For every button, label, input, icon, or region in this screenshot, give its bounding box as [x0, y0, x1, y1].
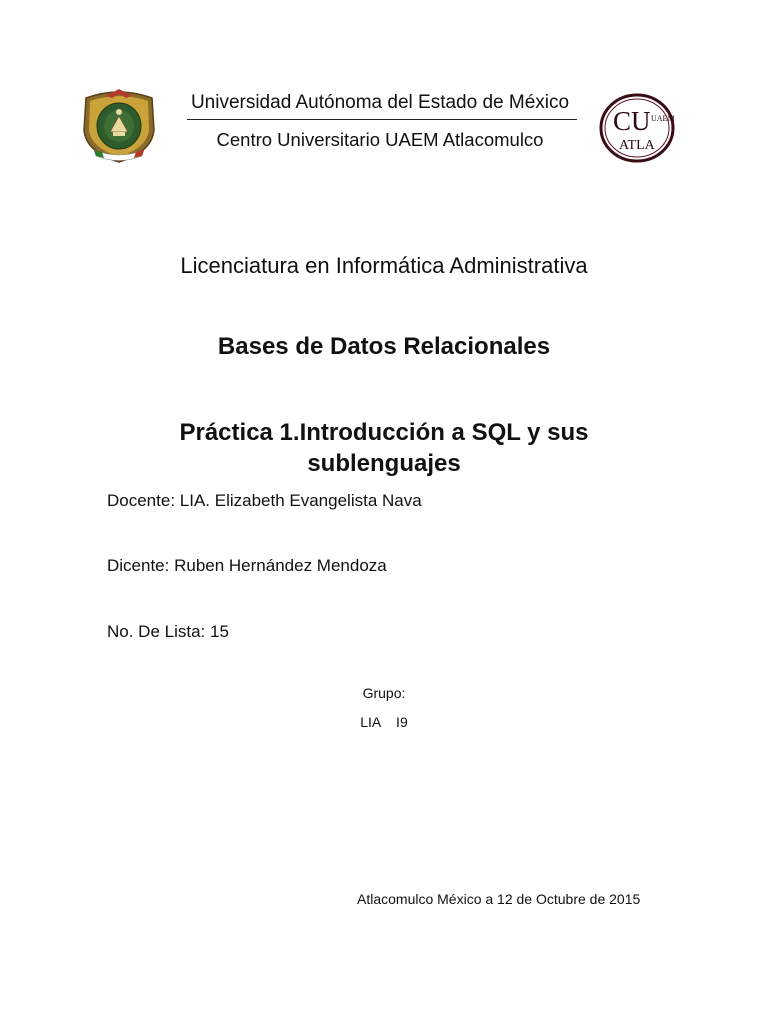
- group-value: LIA I9: [360, 714, 408, 730]
- list-number-line: No. De Lista: 15: [107, 622, 229, 641]
- uaem-crest-logo: [80, 86, 158, 166]
- campus-name: Centro Universitario UAEM Atlacomulco: [216, 129, 544, 150]
- student-line: Dicente: Ruben Hernández Mendoza: [107, 556, 387, 575]
- cu-logo-side-text: UAEM: [651, 114, 675, 123]
- degree-program: Licenciatura en Informática Administrativa: [180, 253, 588, 278]
- cu-logo-bottom-text: ATLA: [619, 138, 655, 153]
- cu-atla-logo: [598, 92, 676, 164]
- cu-logo-main-text: CU: [613, 106, 651, 136]
- university-name: Universidad Autónoma del Estado de México: [190, 92, 570, 113]
- practice-title: Práctica 1.Introducción a SQL y sus sublenguajes: [179, 419, 589, 477]
- course-title: Bases de Datos Relacionales: [217, 333, 551, 360]
- header-divider: [187, 119, 577, 120]
- teacher-line: Docente: LIA. Elizabeth Evangelista Nava: [107, 491, 422, 510]
- cu-atla-emblem-icon: [598, 92, 676, 164]
- uaem-crest-icon: [80, 86, 158, 166]
- group-label: Grupo:: [362, 685, 406, 701]
- place-and-date: Atlacomulco México a 12 de Octubre de 2015: [357, 891, 641, 907]
